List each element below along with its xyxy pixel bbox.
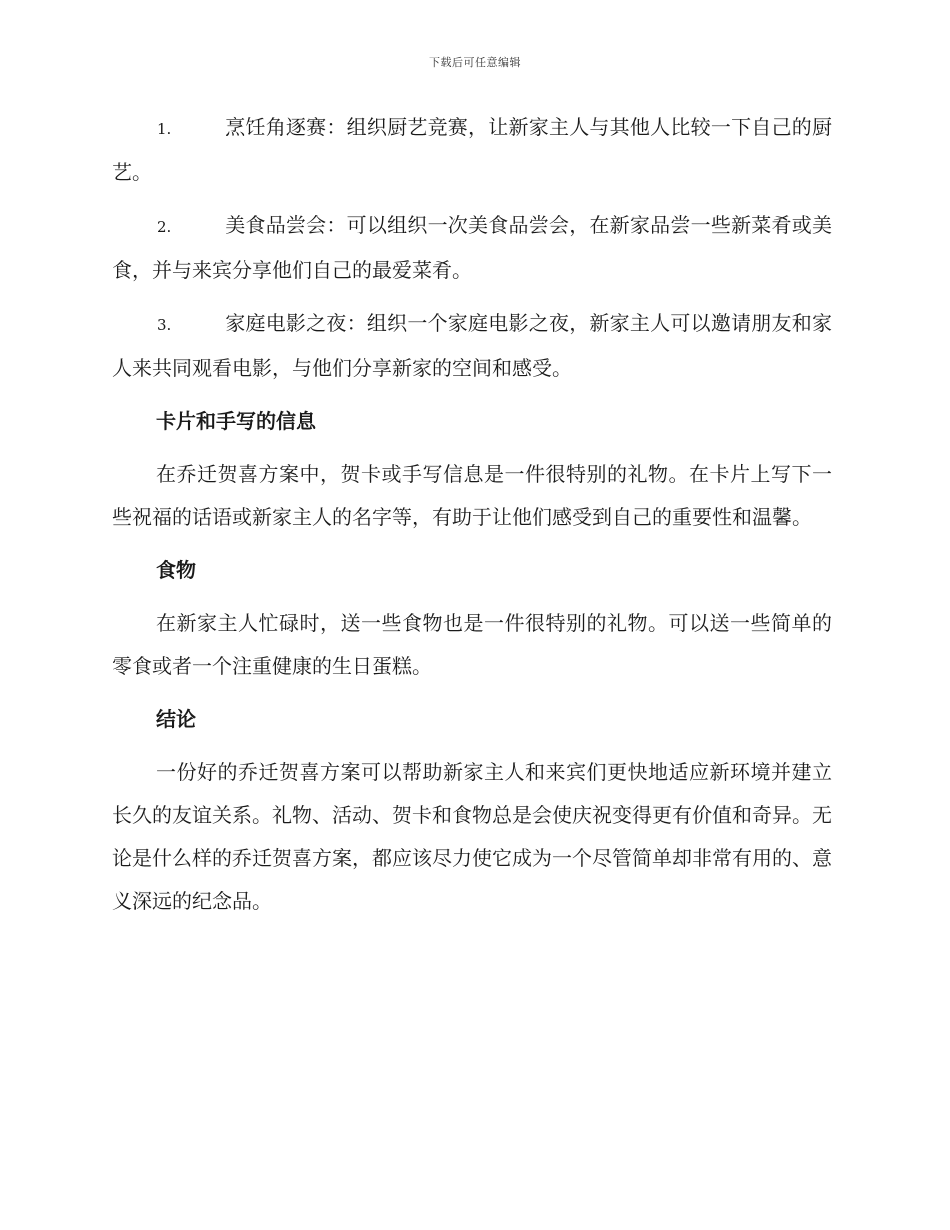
list-number: 3. bbox=[157, 316, 172, 334]
list-number: 1. bbox=[157, 120, 172, 138]
section-body-conclusion: 一份好的乔迁贺喜方案可以帮助新家主人和来宾们更快地适应新环境并建立长久的友谊关系。礼物、活动、贺卡和食物总是会使庆祝变得更有价值和奇异。无论是什么样的乔迁贺喜方案，都应该尽力使它成为一个尽管简单却非常有用的、意义深远的纪念品。 bbox=[112, 760, 832, 913]
section-body-card: 在乔迁贺喜方案中，贺卡或手写信息是一件很特别的礼物。在卡片上写下一些祝福的话语或新家主人的名字等，有助于让他们感受到自己的重要性和温馨。 bbox=[112, 462, 832, 529]
section-heading-food: 食物 bbox=[156, 558, 196, 582]
section-heading-conclusion: 结论 bbox=[156, 707, 196, 731]
list-item-text: 家庭电影之夜：组织一个家庭电影之夜，新家主人可以邀请朋友和家人来共同观看电影，与他们分享新家的空间和感受。 bbox=[112, 311, 832, 380]
list-item bbox=[112, 302, 832, 390]
list-item-text: 烹饪角逐赛：组织厨艺竞赛，让新家主人与其他人比较一下自己的厨艺。 bbox=[112, 115, 832, 184]
header-note: 下载后可任意编辑 bbox=[429, 56, 521, 69]
list-item bbox=[112, 204, 832, 292]
list-number: 2. bbox=[157, 218, 172, 236]
list-item bbox=[112, 106, 832, 194]
list-item-text: 美食品尝会：可以组织一次美食品尝会，在新家品尝一些新菜肴或美食，并与来宾分享他们自己的最爱菜肴。 bbox=[112, 213, 832, 282]
section-body-food: 在新家主人忙碌时，送一些食物也是一件很特别的礼物。可以送一些简单的零食或者一个注重健康的生日蛋糕。 bbox=[112, 611, 832, 678]
document-body bbox=[112, 106, 832, 933]
section-heading-card: 卡片和手写的信息 bbox=[156, 409, 316, 433]
